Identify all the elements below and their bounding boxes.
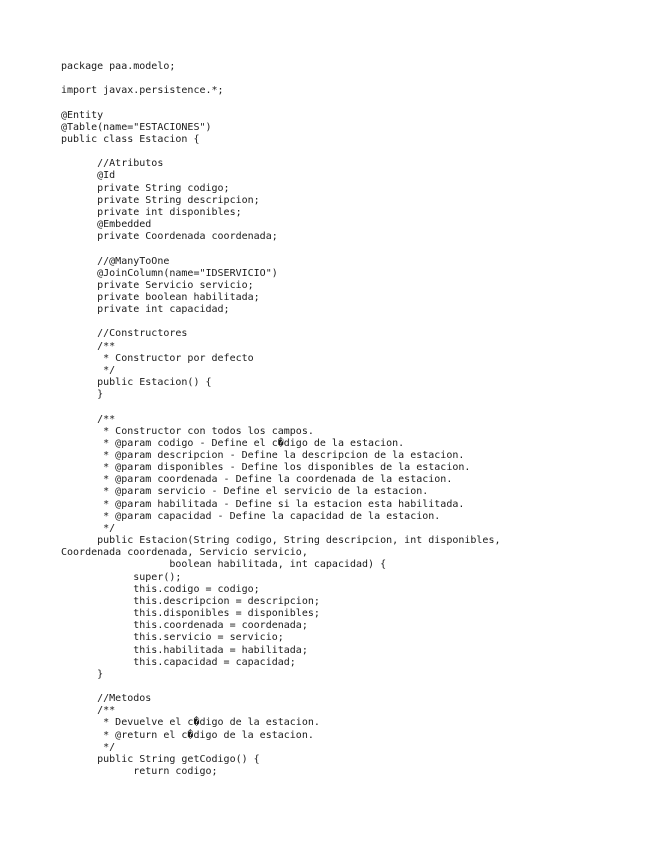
code-line: * @param servicio - Define el servicio de la estacion. (61, 486, 429, 498)
code-line (61, 401, 501, 413)
code-line: public Estacion(String codigo, String descripcion, int disponibles, (61, 535, 501, 547)
code-line: private String codigo; (61, 182, 230, 194)
code-line: */ (61, 741, 116, 753)
code-line: public String getCodigo() { (61, 753, 260, 765)
code-line: * Devuelve el c�digo de la estacion. (61, 717, 320, 729)
code-line: import javax.persistence.*; (61, 85, 224, 97)
code-line: this.habilitada = habilitada; (61, 644, 308, 656)
code-line: } (61, 668, 104, 680)
source-code-block (61, 61, 501, 778)
code-line: * @param capacidad - Define la capacidad de la estacion. (61, 510, 441, 522)
code-line: this.disponibles = disponibles; (61, 608, 320, 620)
code-line (61, 146, 501, 158)
code-line: @JoinColumn(name="IDSERVICIO") (61, 267, 278, 279)
code-line: /** (61, 340, 116, 352)
code-line: Coordenada coordenada, Servicio servicio, (61, 547, 308, 559)
code-line: @Table(name="ESTACIONES") (61, 121, 212, 133)
code-line: @Embedded (61, 219, 152, 231)
code-line: /** (61, 413, 116, 425)
code-line: * @param descripcion - Define la descripcion de la estacion. (61, 450, 465, 461)
code-line: this.capacidad = capacidad; (61, 656, 296, 668)
code-line: * @param codigo - Define el c�digo de la estacion. (61, 437, 405, 449)
code-line (61, 73, 501, 85)
code-line: * @param coordenada - Define la coordenada de la estacion. (61, 474, 453, 486)
code-line: private int disponibles; (61, 206, 242, 218)
code-line: return codigo; (61, 766, 218, 778)
code-line: @Id (61, 170, 116, 182)
code-line: //Constructores (61, 328, 188, 340)
code-line: */ (61, 522, 116, 534)
code-line: public class Estacion { (61, 133, 200, 145)
code-line (61, 681, 501, 693)
code-line: * @param habilitada - Define si la estacion esta habilitada. (61, 498, 465, 510)
code-line: * Constructor por defecto (61, 352, 254, 364)
code-line: private String descripcion; (61, 194, 260, 206)
code-line: } (61, 389, 104, 401)
code-line: this.descripcion = descripcion; (61, 595, 320, 607)
code-line: this.coordenada = coordenada; (61, 620, 308, 632)
code-line: */ (61, 364, 116, 376)
code-line: this.codigo = codigo; (61, 583, 260, 595)
code-line: //Atributos (61, 158, 164, 170)
code-line: private int capacidad; (61, 304, 230, 316)
code-line: * @param disponibles - Define los disponibles de la estacion. (61, 462, 471, 474)
code-line: * @return el c�digo de la estacion. (61, 729, 314, 741)
code-line: boolean habilitada, int capacidad) { (61, 559, 387, 571)
code-line: private Servicio servicio; (61, 279, 254, 291)
code-line: /** (61, 705, 116, 717)
code-line: //@ManyToOne (61, 255, 170, 267)
code-line: @Entity (61, 109, 104, 121)
code-line: private Coordenada coordenada; (61, 231, 278, 243)
code-line: * Constructor con todos los campos. (61, 425, 314, 437)
code-line (61, 97, 501, 109)
code-line: //Metodos (61, 693, 152, 705)
code-line (61, 316, 501, 328)
code-line: public Estacion() { (61, 377, 212, 389)
code-line: private boolean habilitada; (61, 291, 260, 303)
code-line (61, 243, 501, 255)
code-line: package paa.modelo; (61, 61, 176, 72)
code-line: super(); (61, 571, 182, 583)
code-line: this.servicio = servicio; (61, 632, 284, 644)
